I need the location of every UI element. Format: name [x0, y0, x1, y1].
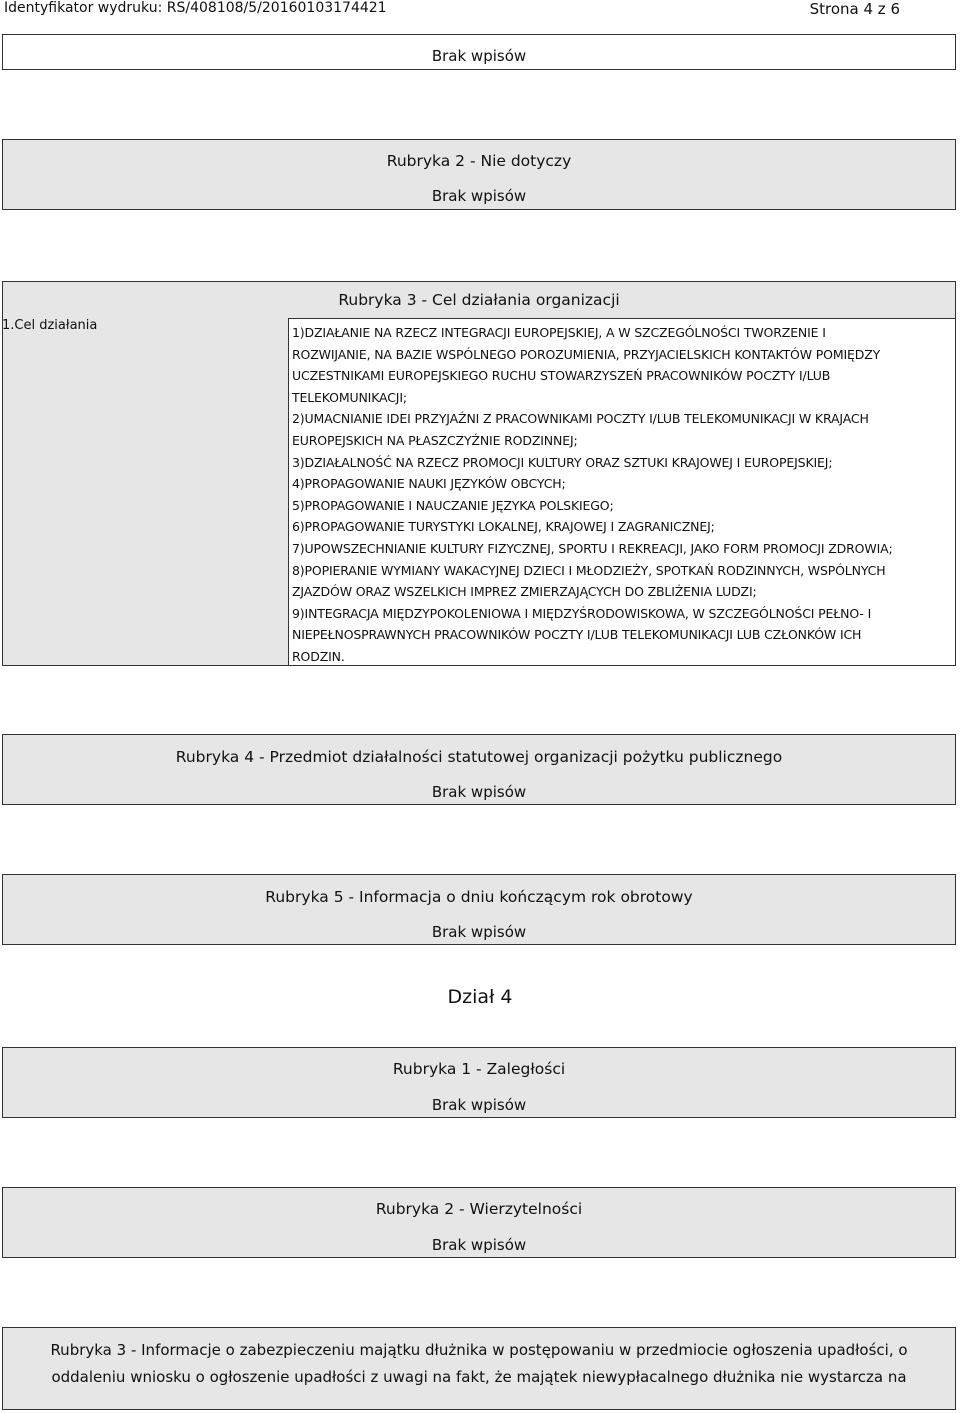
cel-line: UCZESTNIKAMI EUROPEJSKIEGO RUCHU STOWARZYSZEŃ PRACOWNIKÓW POCZTY I/LUB — [292, 368, 831, 384]
d4-rubryka-3-title-line-1: Rubryka 3 - Informacje o zabezpieczeniu majątku dłużnika w postępowaniu w przedmiocie ogłoszenia upadłości, o — [50, 1341, 908, 1359]
rubryka-5-no-entries: Brak wpisów — [431, 923, 527, 941]
cel-line: ZJAZDÓW ORAZ WSZELKICH IMPREZ ZMIERZAJĄCYCH DO ZBLIŻENIA LUDZI; — [292, 584, 757, 600]
rubryka-4-title: Rubryka 4 - Przedmiot działalności statutowej organizacji pożytku publicznego — [175, 748, 783, 766]
rubryka-2-title: Rubryka 2 - Nie dotyczy — [386, 152, 572, 170]
d4-rubryka-2-no-entries: Brak wpisów — [431, 1236, 527, 1254]
cel-dzialania-label: 1.Cel działania — [2, 318, 98, 333]
cel-line: 6)PROPAGOWANIE TURYSTYKI LOKALNEJ, KRAJOWEJ I ZAGRANICZNEJ; — [292, 519, 715, 535]
cel-line: EUROPEJSKICH NA PŁASZCZYŹNIE RODZINNEJ; — [292, 432, 578, 448]
cel-line: 2)UMACNIANIE IDEI PRZYJAŹNI Z PRACOWNIKAMI POCZTY I/LUB TELEKOMUNIKACJI W KRAJACH — [292, 411, 869, 427]
cel-dzialania-lines — [292, 322, 893, 668]
cel-line: TELEKOMUNIKACJI; — [292, 389, 407, 405]
cel-line: 8)POPIERANIE WYMIANY WAKACYJNEJ DZIECI I MŁODZIEŻY, SPOTKAŃ RODZINNYCH, WSPÓLNYCH — [292, 562, 886, 578]
d4-rubryka-2-box — [2, 1187, 956, 1258]
top-entries-box — [2, 34, 956, 70]
page-number: Strona 4 z 6 — [809, 0, 900, 18]
cel-line: 9)INTEGRACJA MIĘDZYPOKOLENIOWA I MIĘDZYŚRODOWISKOWA, W SZCZEGÓLNOŚCI PEŁNO- I — [292, 605, 872, 621]
print-identifier: Identyfikator wydruku: RS/408108/5/20160103174421 — [4, 0, 387, 16]
rubryka-4-box — [2, 734, 956, 805]
cel-line: ROZWIJANIE, NA BAZIE WSPÓLNEGO POROZUMIENIA, PRZYJACIELSKICH KONTAKTÓW POMIĘDZY — [292, 346, 881, 362]
d4-rubryka-1-no-entries: Brak wpisów — [431, 1096, 527, 1114]
rubryka-3-title: Rubryka 3 - Cel działania organizacji — [338, 291, 620, 309]
cel-line: 5)PROPAGOWANIE I NAUCZANIE JĘZYKA POLSKIEGO; — [292, 497, 614, 513]
d4-rubryka-1-box — [2, 1047, 956, 1118]
cel-line: 3)DZIAŁALNOŚĆ NA RZECZ PROMOCJI KULTURY ORAZ SZTUKI KRAJOWEJ I EUROPEJSKIEJ; — [292, 454, 833, 470]
rubryka-5-box — [2, 874, 956, 945]
cel-line: NIEPEŁNOSPRAWNYCH PRACOWNIKÓW POCZTY I/LUB TELEKOMUNIKACJI LUB CZŁONKÓW ICH — [292, 627, 862, 643]
cel-line: 1)DZIAŁANIE NA RZECZ INTEGRACJI EUROPEJSKIEJ, A W SZCZEGÓLNOŚCI TWORZENIE I — [292, 325, 826, 340]
d4-rubryka-3-box — [2, 1327, 956, 1410]
d4-rubryka-2-title: Rubryka 2 - Wierzytelności — [375, 1200, 583, 1218]
cel-line: RODZIN. — [292, 648, 345, 664]
d4-rubryka-1-title: Rubryka 1 - Zaległości — [392, 1060, 566, 1078]
cel-line: 7)UPOWSZECHNIANIE KULTURY FIZYCZNEJ, SPORTU I REKREACJI, JAKO FORM PROMOCJI ZDROWIA; — [292, 540, 893, 556]
d4-rubryka-3-title-line-2: oddaleniu wniosku o ogłoszenie upadłości z uwagi na fakt, że majątek niewypłacalnego dłużnika nie wystarcza na — [51, 1368, 907, 1386]
cel-dzialania-content — [288, 318, 956, 666]
rubryka-5-title: Rubryka 5 - Informacja o dniu kończącym rok obrotowy — [265, 888, 693, 906]
top-no-entries: Brak wpisów — [431, 47, 527, 65]
print-header — [0, 0, 960, 20]
rubryka-4-no-entries: Brak wpisów — [431, 783, 527, 801]
rubryka-2-box — [2, 139, 956, 210]
rubryka-2-no-entries: Brak wpisów — [431, 187, 527, 205]
dzial-4-heading: Dział 4 — [447, 986, 513, 1008]
cel-line: 4)PROPAGOWANIE NAUKI JĘZYKÓW OBCYCH; — [292, 476, 566, 492]
